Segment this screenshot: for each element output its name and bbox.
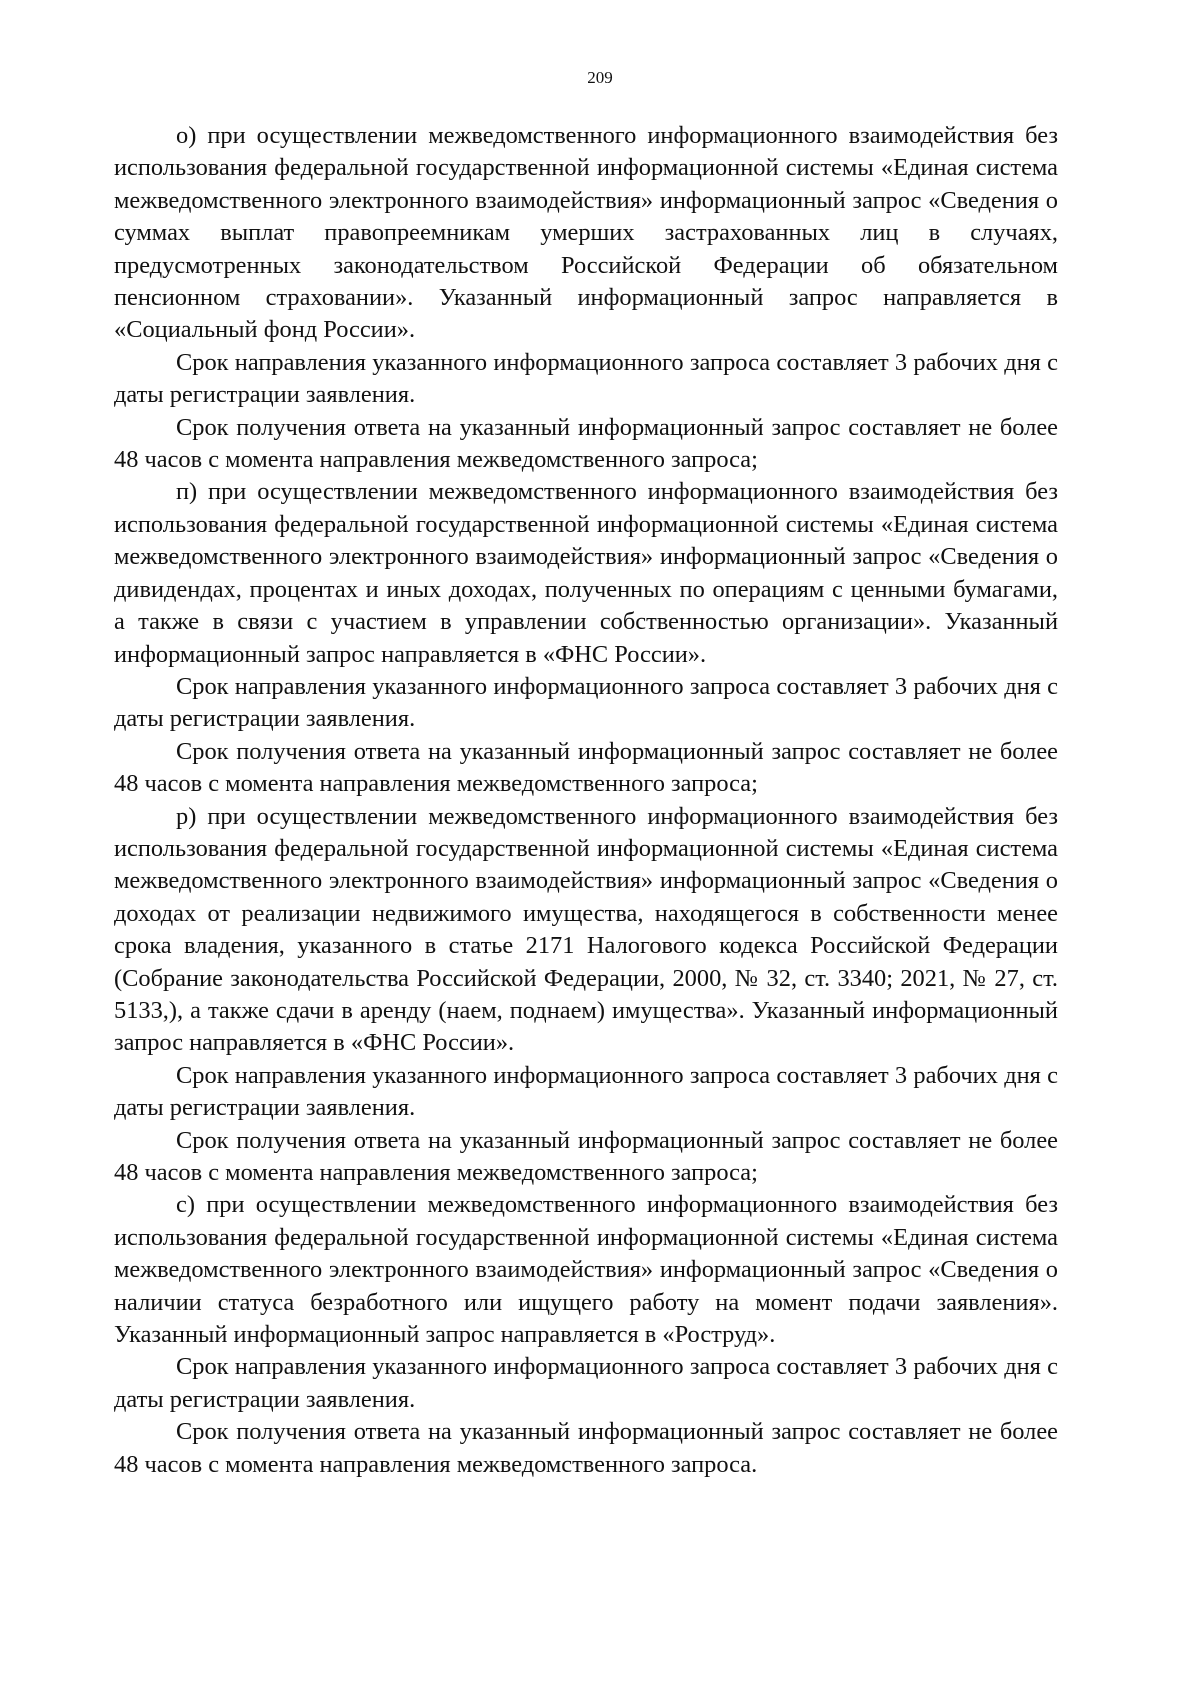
- paragraph-p-request: п) при осуществлении межведомственного информационного взаимодействия без использования федеральной государственной информационной системы «Единая система межведомственного электронного взаимодействия» информационный запрос «Сведения о дивидендах, процентах и иных доходах, полученных по операциям с ценными бумагами, а также в связи с участием в управлении собственностью организации». Указанный информационный запрос направляется в «ФНС России».: [114, 478, 1058, 668]
- paragraph-p-send-deadline: Срок направления указанного информационного запроса составляет 3 рабочих дня с даты регистрации заявления.: [114, 672, 1058, 733]
- paragraph-s-send-deadline: Срок направления указанного информационного запроса составляет 3 рабочих дня с даты регистрации заявления.: [114, 1353, 1058, 1413]
- paragraph-r-send-deadline: Срок направления указанного информационного запроса составляет 3 рабочих дня с даты регистрации заявления.: [114, 1061, 1058, 1122]
- paragraph-o-response-deadline: Срок получения ответа на указанный информационный запрос составляет не более 48 часов с момента направления межведомственного запроса;: [114, 413, 1058, 474]
- paragraph-r-request: р) при осуществлении межведомственного информационного взаимодействия без использования федеральной государственной информационной системы «Единая система межведомственного электронного взаимодействия» информационный запрос «Сведения о доходах от реализации недвижимого имущества, находящегося в собственности менее срока владения, указанного в статье 2171 Налогового кодекса Российской Федерации (Собрание законодательства Российской Федерации, 2000, № 32, ст. 3340; 2021, № 27, ст. 5133,), а также сдачи в аренду (наем, поднаем) имущества». Указанный информационный запрос направляется в «ФНС России».: [114, 802, 1058, 1057]
- paragraph-o-send-deadline: Срок направления указанного информационного запроса составляет 3 рабочих дня с даты регистрации заявления.: [114, 348, 1058, 409]
- paragraph-p-response-deadline: Срок получения ответа на указанный информационный запрос составляет не более 48 часов с момента направления межведомственного запроса;: [114, 737, 1058, 798]
- document-body: [114, 120, 1058, 1481]
- paragraph-o-request: о) при осуществлении межведомственного информационного взаимодействия без использования федеральной государственной информационной системы «Единая система межведомственного электронного взаимодействия» информационный запрос «Сведения о суммах выплат правопреемникам умерших застрахованных лиц в случаях, предусмотренных законодательством Российской Федерации об обязательном пенсионном страховании». Указанный информационный запрос направляется в «Социальный фонд России».: [114, 122, 1058, 344]
- paragraph-s-request: с) при осуществлении межведомственного информационного взаимодействия без использования федеральной государственной информационной системы «Единая система межведомственного электронного взаимодействия» информационный запрос «Сведения о наличии статуса безработного или ищущего работу на момент подачи заявления». Указанный информационный запрос направляется в «Роструд».: [114, 1191, 1058, 1349]
- paragraph-s-response-deadline: Срок получения ответа на указанный информационный запрос составляет не более 48 часов с момента направления межведомственного запроса.: [114, 1418, 1058, 1478]
- page-number: 209: [587, 68, 613, 87]
- paragraph-r-response-deadline: Срок получения ответа на указанный информационный запрос составляет не более 48 часов с момента направления межведомственного запроса;: [114, 1126, 1058, 1186]
